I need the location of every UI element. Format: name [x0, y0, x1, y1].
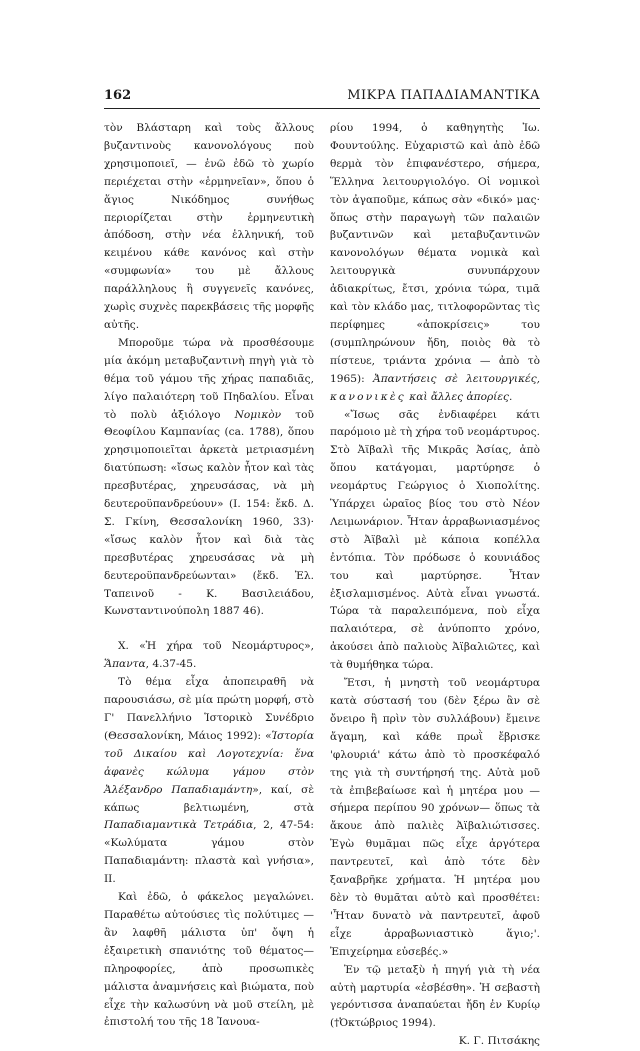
italic-title: Παπαδιαμαντικὰ Τετράδια: [104, 819, 254, 832]
italic-title: Νομικὸν: [234, 408, 282, 421]
spaced-italic-word: κανονικὲς: [330, 390, 406, 403]
paragraph: Μποροῦμε τώρα νὰ προσθέσουμε μία ἀκόμη μεταβυζαντινὴ πηγὴ γιὰ τὸ θέμα τοῦ γάμου τῆς χήρας παπαδιᾶς, λίγο παλαιότερη τοῦ Πηδαλίου. Εἶναι τὸ πολὺ ἀξιόλογο Νομικὸν τοῦ Θεοφίλου Καμπανίας (ca. 1788), ὅπου χρησιμοποιεῖται ἀρκετὰ μετριασμένη διατύπωση: «ἴσως καλὸν ἦτον καὶ τὰς πρεσβυτέρας, χηρευσάσας, νὰ μὴ δευτεροϋπανδρεύουν» (I. 154: ἔκδ. Δ. Σ. Γκίνη, Θεσσαλονίκη 1960, 33)· «ἴσως καλὸν ἦτον καὶ διὰ τὰς πρεσβυτέρας χηρευσάσας νὰ μὴ δευτεροϋπανδρεύωνται» (ἔκδ. Ἐλ. Ταπεινοῦ - Κ. Βασιλειάδου, Κωνσταντινούπολη 1887 46).: [104, 336, 314, 618]
paragraph: Καὶ ἐδῶ, ὁ φάκελος μεγαλώνει. Παραθέτω αὐτούσιες τὶς πολύτιμες —ἂν λαφθῆ μάλιστα ὑπ' ὄψη ἡ ἐξαιρετικὴ σπανιότης τοῦ θέματος— πληροφορίες, ἀπὸ προσωπικὲς μάλιστα ἀναμνήσεις καὶ βιώματα, ποὺ εἶχε τὴν καλωσύνη νὰ μοῦ στείλη, μὲ ἐπιστολή του τῆς 18 Ἰανουα-: [104, 891, 314, 1029]
running-title: ΜΙΚΡΑ ΠΑΠΑΔΙΑΜΑΝΤΙΚΑ: [347, 88, 540, 103]
italic-title: Ἱστορία τοῦ Δικαίου καὶ Λογοτεχνία: ἕνα ἀφανὲς κώλυμα γάμου στὸν Ἀλέξανδρο Παπαδιαμάντη: [104, 729, 314, 796]
paragraph: Τὸ θέμα εἶχα ἀποπειραθῆ νὰ παρουσιάσω, σὲ μία πρώτη μορφή, στὸ Γ' Πανελλήνιο Ἱστορικὸ Συνέδριο (Θεσσαλονίκη, Μάιος 1992): «Ἱστορία τοῦ Δικαίου καὶ Λογοτεχνία: ἕνα ἀφανὲς κώλυμα γάμου στὸν Ἀλέξανδρο Παπαδιαμάντη», καί, σὲ κάπως βελτιωμένη, στὰ Παπαδιαμαντικὰ Τετράδια, 2, 47-54: «Κωλύματα γάμου στὸν Παπαδιαμάντη: πλαστὰ καὶ γνήσια», II.: [104, 676, 315, 886]
italic-title: Ἀπαντήσεις σὲ λειτουργικές,: [373, 372, 541, 385]
page-number: 162: [104, 88, 132, 103]
italic-title: Ἅπαντα: [104, 658, 146, 671]
paragraph: ρίου 1994, ὁ καθηγητὴς Ἰω. Φουντούλης. Εὐχαριστῶ καὶ ἀπὸ ἐδῶ θερμὰ τὸν ἐπιφανέστερο, σήμερα, Ἕλληνα λειτουργιολόγο. Οἱ νομικοὶ τὸν ἀγαποῦμε, κάπως σὰν «δικό» μας· ὅπως στὴν παραγωγὴ τῶν παλαιῶν βυζαντινῶν καὶ μεταβυζαντινῶν κανονολόγων θέματα νομικὰ καὶ λειτουργικὰ συνυπάρχουν ἀδιακρίτως, ἔτσι, χρόνια τώρα, τιμᾶ καὶ τὸν κλάδο μας, τιτλοφορῶντας τὶς περίφημες «ἀποκρίσεις» του (συμπληρώνουν ἤδη, ποιὸς θὰ τὸ πίστευε, τριάντα χρόνια — ἀπὸ τὸ 1965): Ἀπαντήσεις σὲ λειτουργικές, κανονικὲς καὶ ἄλλες ἀπορίες.: [330, 122, 541, 403]
section-heading: X. «Ἡ χήρα τοῦ Νεομάρτυρος», Ἅπαντα, 4.37-45.: [104, 640, 314, 671]
italic-title: καὶ ἄλλες ἀπορίες.: [409, 390, 513, 403]
quote-paragraph: Ἔτσι, ἡ μνηστὴ τοῦ νεομάρτυρα κατὰ σύστασή του (δὲν ξέρω ἂν σὲ ὄνειρο ἢ πρὶν τὸν συλλάβουν) ἔμεινε ἄγαμη, καὶ κάθε πρωῒ ἔβρισκε 'φλουριά' κάτω ἀπὸ τὸ προσκέφαλό της γιὰ τὴ συντήρησή της. Αὐτὰ μοῦ τὰ ἐπιβεβαίωσε καὶ ἡ μητέρα μου —σήμερα περίπου 90 χρόνων— ὅπως τὰ ἄκουε ἀπὸ παλιὲς Ἀϊβαλιώτισσες. Ἐγὼ θυμᾶμαι πῶς εἶχε ἀργότερα παντρευτεῖ, καὶ ἀπὸ τότε δὲν ξαναβρῆκε χρήματα. Ἡ μητέρα μου δὲν τὸ θυμᾶται αὐτὸ καὶ προσθέτει: 'Ἦταν δυνατὸ νὰ παντρευτεῖ, ἀφοῦ εἶχε ἀρραβωνιαστικὸ ἅγιο;'. Ἐπιχείρημα εὐσεβές.»: [330, 677, 540, 958]
author-signature: Κ. Γ. Πιτσάκης: [458, 1035, 540, 1048]
left-column: [104, 120, 314, 1032]
running-header: [104, 88, 540, 109]
paragraph: τὸν Βλάσταρη καὶ τοὺς ἄλλους βυζαντινοὺς κανονολόγους ποὺ χρησιμοποιεῖ, — ἐνῶ ἐδῶ τὸ χωρίο περιέχεται στὴν «ἑρμηνεῖαν», ὅπου ὁ ἅγιος Νικόδημος συνήθως περιορίζεται στὴν ἑρμηνευτικὴ ἀπόδοση, στὴν νέα ἑλληνική, τοῦ κειμένου κάθε κανόνος καὶ στὴν «συμφωνία» του μὲ ἄλλους παράλληλους ἢ συγγενεῖς κανόνες, χωρὶς συχνὲς παρεκβάσεις τῆς μορφῆς αὐτῆς.: [104, 122, 314, 331]
right-column: [330, 120, 540, 1051]
paragraph: Ἐν τῷ μεταξὺ ἡ πηγή γιὰ τὴ νέα αὐτὴ μαρτυρία «ἐσβέσθη». Ἡ σεβαστὴ γερόντισσα ἀναπαύεται ἤδη ἐν Κυρίῳ (†Ὀκτώβριος 1994).: [330, 963, 540, 1030]
quote-paragraph: «Ἴσως σᾶς ἐνδιαφέρει κάτι παρόμοιο μὲ τὴ χήρα τοῦ νεομάρτυρος. Στὸ Ἀϊβαλὶ τῆς Μικρᾶς Ἀσίας, ἀπὸ ὅπου κατάγομαι, μαρτύρησε ὁ νεομάρτυς Γεώργιος ὁ Χιοπολίτης. Ὑπάρχει ὡραῖος βίος του στὸ Νέον Λειμωνάριον. Ἦταν ἀρραβωνιασμένος στὸ Ἀϊβαλὶ μὲ κάποια κοπέλλα ἐντόπια. Τὸν πρόδωσε ὁ κουνιάδος του καὶ μαρτύρησε. Ἦταν ἐξισλαμισμένος. Αὐτὰ εἶναι γνωστά. Τώρα τὰ παραλειπόμενα, ποὺ εἶχα παλαιότερα, σὲ ἀνύποπτο χρόνο, ἀκούσει ἀπὸ παλιοὺς Ἀϊβαλιῶτες, καὶ τὰ θυμήθηκα τώρα.: [330, 408, 540, 672]
